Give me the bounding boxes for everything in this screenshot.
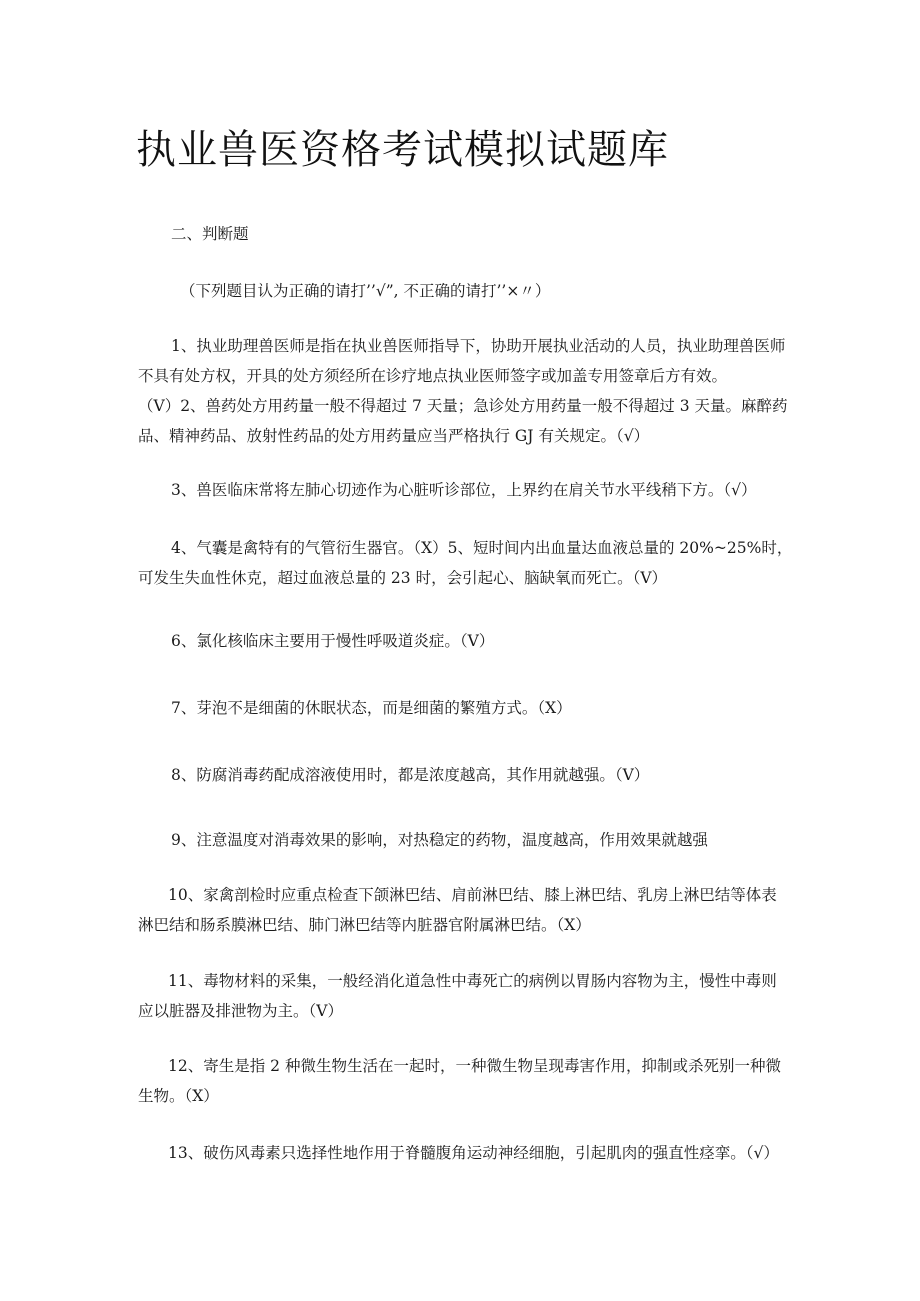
question-line: （V）2、兽药处方用药量一般不得超过 7 天量；急诊处方用药量一般不得超过 3 天量。麻醉药 bbox=[138, 397, 788, 415]
section-heading-text: 二、判断题 bbox=[171, 225, 249, 243]
question-8 bbox=[138, 760, 786, 790]
question-line: 1、执业助理兽医师是指在执业兽医师指导下，协助开展执业活动的人员，执业助理兽医师 bbox=[171, 337, 786, 355]
question-3 bbox=[138, 475, 786, 505]
question-line: 10、家禽剖检时应重点检查下颌淋巴结、肩前淋巴结、膝上淋巴结、乳房上淋巴结等体表 bbox=[168, 886, 777, 904]
page-title: 执业兽医资格考试模拟试题库 bbox=[136, 127, 669, 173]
question-line: 淋巴结和肠系膜淋巴结、肺门淋巴结等内脏器官附属淋巴结。（X） bbox=[138, 916, 591, 934]
question-line: 9、注意温度对消毒效果的影响，对热稳定的药物，温度越高，作用效果就越强 bbox=[171, 831, 708, 849]
question-line: 应以脏器及排泄物为主。（V） bbox=[138, 1002, 343, 1020]
question-line: 品、精神药品、放射性药品的处方用药量应当严格执行 GJ 有关规定。（√） bbox=[138, 427, 650, 445]
question-4-5 bbox=[138, 533, 793, 593]
question-7 bbox=[138, 693, 786, 723]
question-9 bbox=[138, 825, 786, 855]
question-line: 12、寄生是指 2 种微生物生活在一起时，一种微生物呈现毒害作用，抑制或杀死别一种微 bbox=[168, 1057, 781, 1075]
question-line: 3、兽医临床常将左肺心切迹作为心脏听诊部位，上界约在肩关节水平线稍下方。（√） bbox=[171, 481, 757, 499]
question-11 bbox=[138, 966, 786, 1026]
question-line: 8、防腐消毒药配成溶液使用时，都是浓度越高，其作用就越强。（V） bbox=[171, 766, 650, 784]
question-10 bbox=[138, 880, 786, 940]
instruction bbox=[138, 276, 786, 306]
question-line: 6、氯化核临床主要用于慢性呼吸道炎症。（V） bbox=[171, 632, 495, 650]
section-heading bbox=[138, 219, 786, 249]
question-1-2 bbox=[138, 331, 786, 451]
question-line: 7、芽泡不是细菌的休眠状态，而是细菌的繁殖方式。（X） bbox=[171, 699, 572, 717]
question-6 bbox=[138, 626, 786, 656]
question-13 bbox=[138, 1138, 786, 1168]
question-line: 生物。（X） bbox=[138, 1087, 219, 1105]
question-line: 可发生失血性休克，超过血液总量的 23 时，会引起心、脑缺氧而死亡。（V） bbox=[138, 569, 668, 587]
question-line: 4、气囊是禽特有的气管衍生器官。（X）5、短时间内出血量达血液总量的 20%~25%时， bbox=[171, 539, 793, 557]
question-12 bbox=[138, 1051, 786, 1111]
instruction-text: （下列题目认为正确的请打’’√”, 不正确的请打’’×〃） bbox=[180, 282, 551, 300]
question-line: 不具有处方权，开具的处方须经所在诊疗地点执业医师签字或加盖专用签章后方有效。 bbox=[138, 367, 728, 385]
question-line: 11、毒物材料的采集，一般经消化道急性中毒死亡的病例以胃肠内容物为主，慢性中毒则 bbox=[168, 972, 777, 990]
question-line: 13、破伤风毒素只选择性地作用于脊髓腹角运动神经细胞，引起肌肉的强直性痉挛。（√） bbox=[168, 1144, 779, 1162]
